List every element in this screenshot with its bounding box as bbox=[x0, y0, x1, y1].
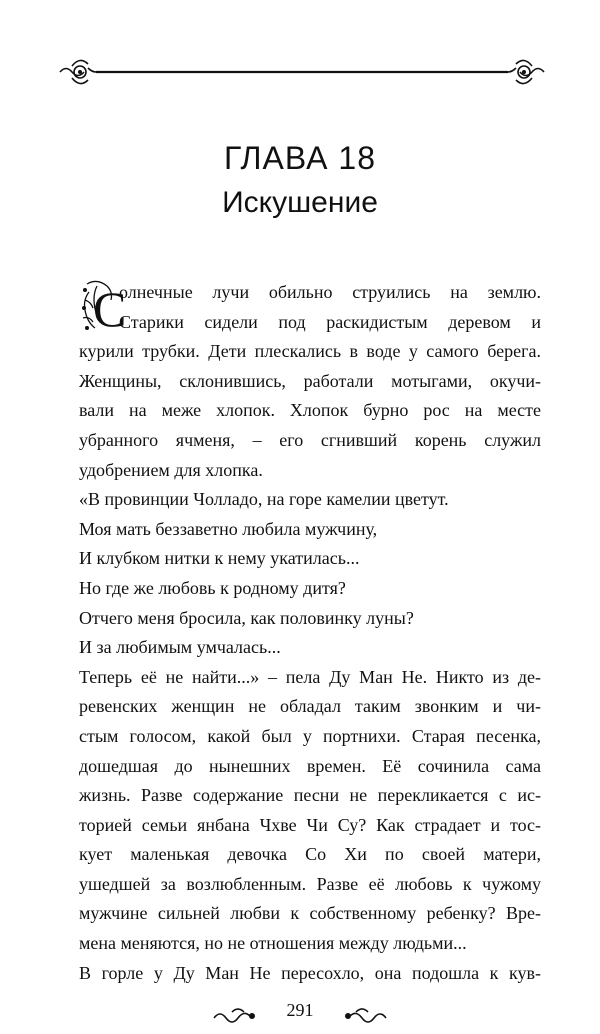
text-line: торией семьи янбана Чхве Чи Су? Как страдает и тос- bbox=[79, 814, 541, 835]
text-line: Старики сидели под раскидистым деревом и bbox=[119, 311, 541, 332]
page-number: 291 bbox=[286, 1000, 314, 1020]
body-text bbox=[79, 278, 541, 988]
ornamental-dropcap bbox=[79, 278, 127, 337]
text-line: «В провинции Чолладо, на горе камелии цветут. bbox=[79, 489, 449, 510]
text-line: курили трубки. Дети плескались в воде у самого берега. bbox=[79, 341, 541, 362]
text-line: Но где же любовь к родному дитя? bbox=[79, 577, 346, 598]
dropcap-letter: С bbox=[93, 281, 127, 337]
text-line: мена меняются, но не отношения между людьми... bbox=[79, 933, 467, 954]
text-line: ушедшей за возлюбленным. Разве её любовь к чужому bbox=[79, 873, 541, 894]
text-line: В горле у Ду Ман Не пересохло, она подошла к кув- bbox=[79, 962, 541, 983]
text-line: кует маленькая девочка Со Хи по своей матери, bbox=[79, 844, 541, 865]
text-line: Моя мать беззаветно любила мужчину, bbox=[79, 518, 378, 539]
text-line: Теперь её не найти...» – пела Ду Ман Не. Никто из де- bbox=[79, 666, 541, 687]
text-line: Отчего меня бросила, как половинку луны? bbox=[79, 607, 414, 628]
text-line: И за любимым умчалась... bbox=[79, 637, 281, 658]
text-line: жизнь. Разве содержание песни не перекликается с ис- bbox=[79, 785, 541, 806]
text-line: Женщины, склонившись, работали мотыгами, окучи- bbox=[79, 370, 541, 391]
text-line: мужчине сильней любви к собственному ребенку? Вре- bbox=[79, 903, 541, 924]
text-line: убранного ячменя, – его сгнивший корень служил bbox=[79, 429, 541, 450]
chapter-title: Искушение bbox=[222, 186, 378, 219]
text-line: олнечные лучи обильно струились на землю. bbox=[119, 282, 541, 302]
ornamental-header-rule bbox=[58, 58, 546, 88]
chapter-number: ГЛАВА 18 bbox=[224, 140, 376, 176]
text-line: дошедшая до нынешних времен. Её сочинила сама bbox=[79, 755, 541, 776]
text-line: И клубком нитки к нему укатилась... bbox=[79, 548, 360, 569]
text-line: удобрением для хлопка. bbox=[79, 459, 263, 480]
text-line: вали на меже хлопок. Хлопок бурно рос на месте bbox=[79, 400, 541, 421]
text-line: стым голосом, какой был у портнихи. Старая песенка, bbox=[79, 725, 541, 746]
text-line: ревенских женщин не обладал таким звонким и чи- bbox=[79, 696, 541, 717]
